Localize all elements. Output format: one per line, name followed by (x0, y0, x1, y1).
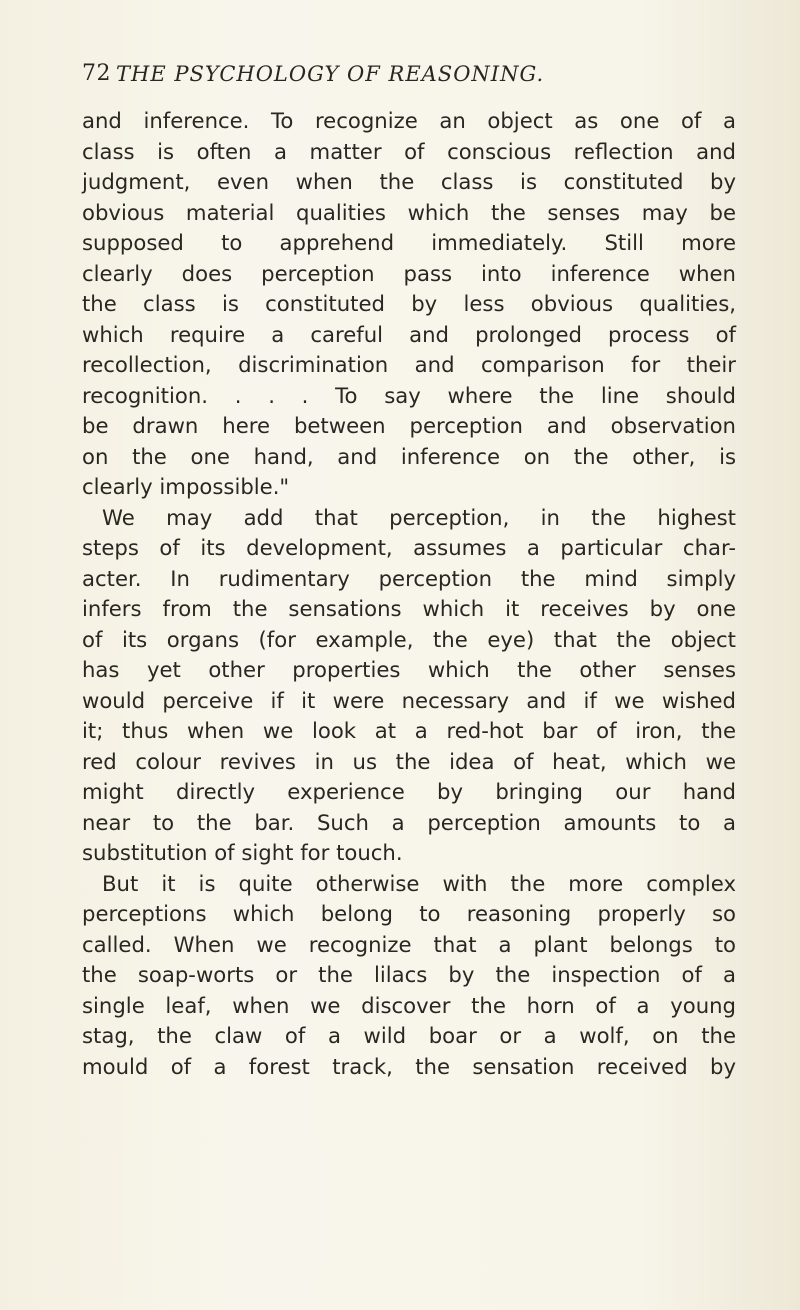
text-line: on the one hand, and inference on the other, is (82, 443, 736, 469)
paragraph-start-line: We may add that perception, in the highest (102, 504, 736, 530)
text-line: single leaf, when we discover the horn of a young (82, 992, 736, 1018)
text-line: infers from the sensations which it receives by one (82, 596, 736, 621)
text-line: red colour revives in us the idea of heat, which we (82, 748, 736, 774)
text-line: recollection, discrimination and comparison for their (82, 352, 736, 377)
body-text (82, 106, 736, 1082)
text-line: recognition. . . . To say where the line should (82, 382, 736, 408)
text-line: of its organs (for example, the eye) that the object (82, 626, 736, 652)
text-line: mould of a forest track, the sensation received by (82, 1053, 736, 1079)
text-line: perceptions which belong to reasoning properly so (82, 901, 736, 926)
text-line: supposed to apprehend immediately. Still more (82, 230, 736, 255)
text-line: it; thus when we look at a red-hot bar of iron, the (82, 718, 736, 743)
text-line: clearly impossible." (82, 474, 290, 499)
text-line: which require a careful and prolonged process of (82, 321, 736, 347)
text-line: clearly does perception pass into inference when (82, 260, 736, 286)
text-line: class is often a matter of conscious reflection and (82, 138, 736, 164)
text-line: stag, the claw of a wild boar or a wolf, on the (82, 1023, 736, 1048)
page-header (82, 58, 722, 90)
text-line: called. When we recognize that a plant belongs to (82, 931, 736, 957)
running-title: THE PSYCHOLOGY OF REASONING. (116, 62, 545, 86)
paragraph-start-line: But it is quite otherwise with the more complex (102, 870, 736, 896)
text-line: has yet other properties which the other senses (82, 657, 736, 682)
text-line: acter. In rudimentary perception the mind simply (82, 565, 736, 591)
text-line: near to the bar. Such a perception amounts to a (82, 809, 736, 835)
text-line: substitution of sight for touch. (82, 840, 403, 865)
page-number: 72 (82, 61, 111, 86)
text-line: and inference. To recognize an object as one of a (82, 108, 736, 133)
text-line: the class is constituted by less obvious qualities, (82, 291, 736, 316)
text-line: the soap-worts or the lilacs by the inspection of a (82, 962, 736, 987)
text-line: judgment, even when the class is constituted by (82, 169, 736, 194)
text-line: would perceive if it were necessary and if we wished (82, 687, 736, 713)
text-line: might directly experience by bringing our hand (82, 779, 736, 804)
text-line: steps of its development, assumes a particular char- (82, 535, 736, 560)
text-line: obvious material qualities which the senses may be (82, 199, 736, 225)
text-line: be drawn here between perception and observation (82, 413, 736, 438)
